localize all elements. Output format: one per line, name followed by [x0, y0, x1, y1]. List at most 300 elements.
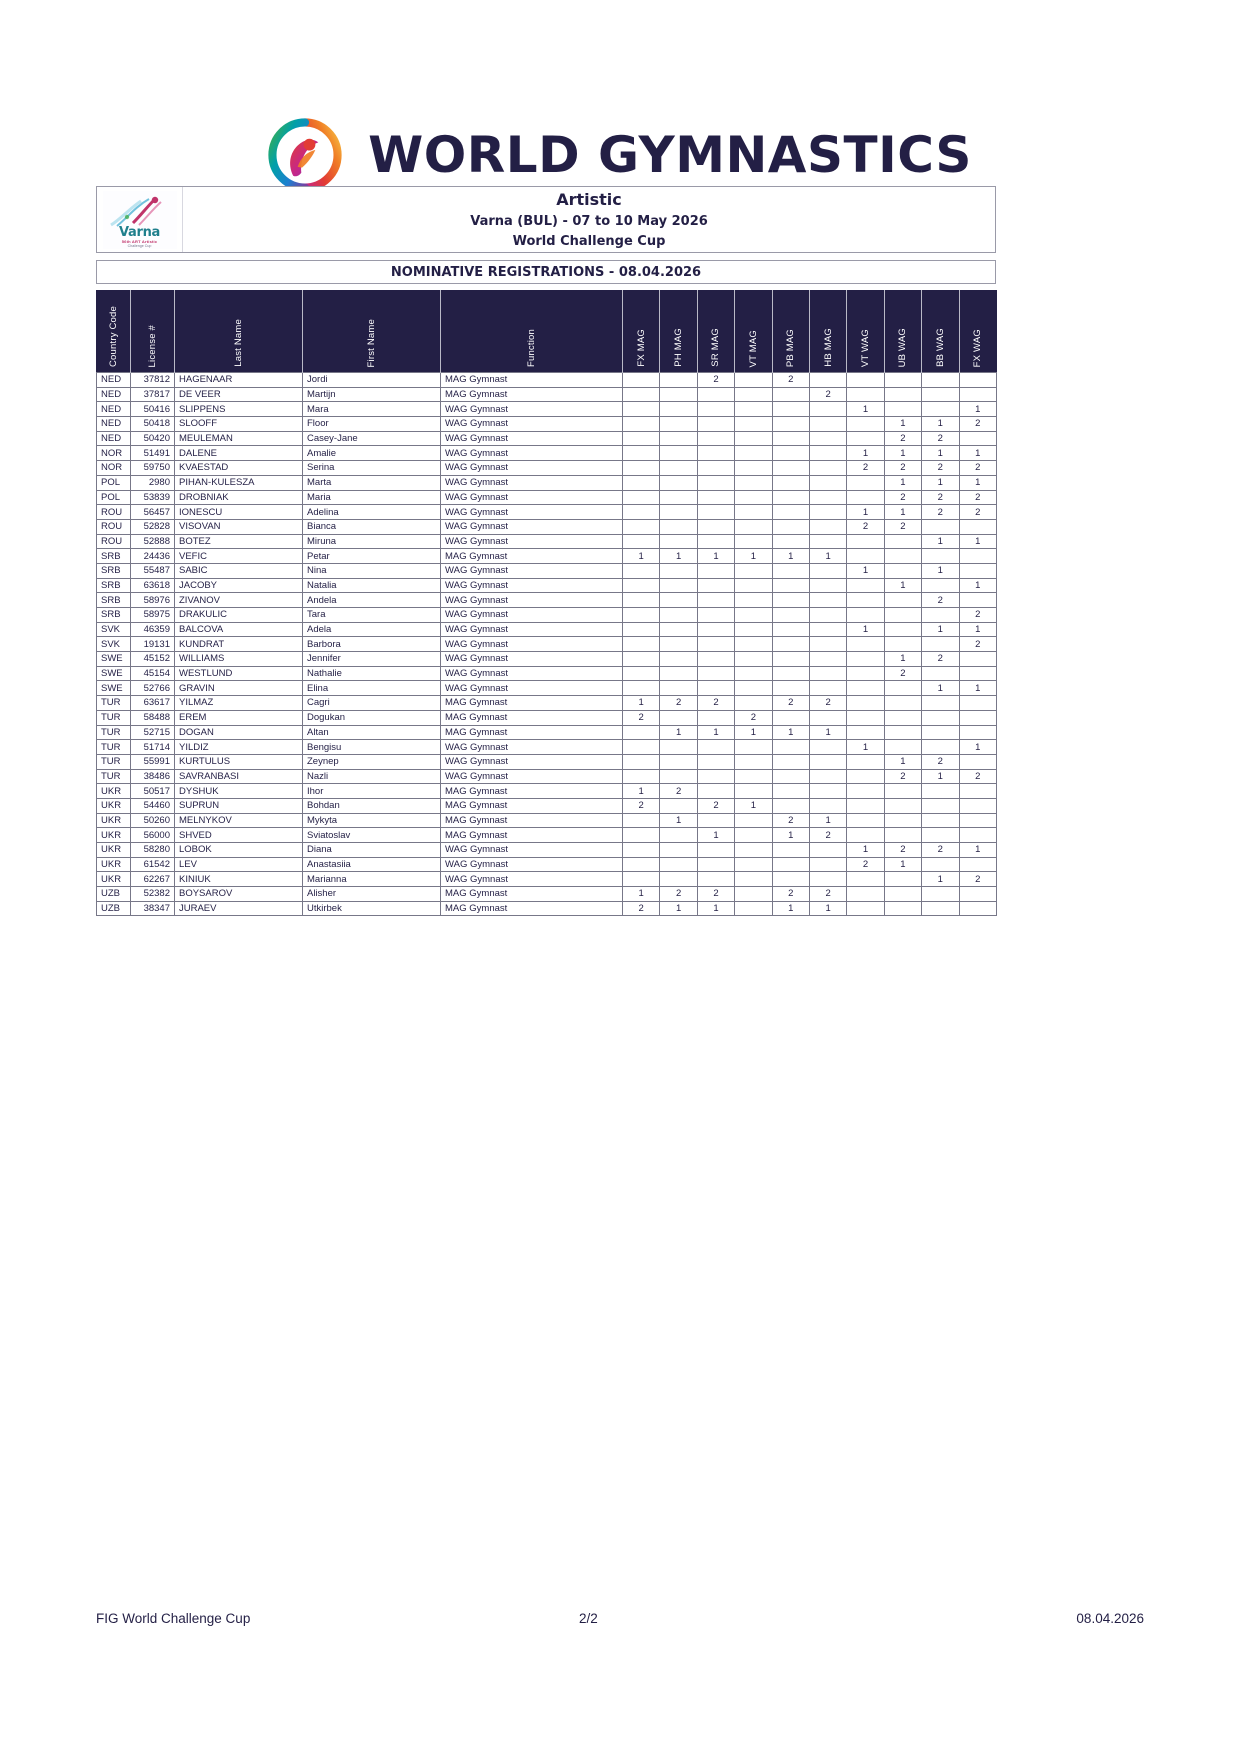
cell-fx-wag — [959, 725, 996, 740]
cell-vt-wag — [847, 887, 884, 902]
table-row — [97, 490, 997, 505]
cell-vt-mag — [735, 681, 772, 696]
cell-vt-wag: 1 — [847, 622, 884, 637]
cell-ub-wag — [884, 373, 921, 388]
cell-bb-wag: 1 — [922, 681, 959, 696]
cell-last-name: DE VEER — [175, 387, 303, 402]
cell-vt-mag: 1 — [735, 798, 772, 813]
cell-pb-mag — [772, 446, 809, 461]
cell-vt-wag — [847, 578, 884, 593]
cell-fx-mag — [623, 666, 660, 681]
cell-vt-wag — [847, 387, 884, 402]
cell-last-name: IONESCU — [175, 505, 303, 520]
cell-vt-mag — [735, 519, 772, 534]
cell-license: 2980 — [131, 475, 175, 490]
cell-sr-mag — [697, 578, 734, 593]
cell-vt-wag — [847, 431, 884, 446]
cell-hb-mag — [809, 563, 846, 578]
cell-vt-mag — [735, 490, 772, 505]
cell-ph-mag: 2 — [660, 784, 697, 799]
cell-license: 19131 — [131, 637, 175, 652]
cell-first-name: Adela — [303, 622, 441, 637]
cell-pb-mag: 2 — [772, 813, 809, 828]
cell-hb-mag — [809, 798, 846, 813]
cell-ub-wag: 2 — [884, 490, 921, 505]
cell-first-name: Nazli — [303, 769, 441, 784]
cell-last-name: DRAKULIC — [175, 608, 303, 623]
cell-function: WAG Gymnast — [441, 431, 623, 446]
table-row — [97, 857, 997, 872]
cell-ph-mag: 2 — [660, 887, 697, 902]
cell-sr-mag: 1 — [697, 828, 734, 843]
cell-vt-wag — [847, 696, 884, 711]
cell-license: 55991 — [131, 754, 175, 769]
cell-pb-mag — [772, 622, 809, 637]
cell-first-name: Bengisu — [303, 740, 441, 755]
cell-ub-wag: 1 — [884, 417, 921, 432]
table-row — [97, 813, 997, 828]
cell-ph-mag — [660, 461, 697, 476]
varna-logo-sub2: Challenge Cup — [127, 243, 152, 248]
cell-pb-mag: 2 — [772, 373, 809, 388]
cell-fx-mag — [623, 593, 660, 608]
cell-hb-mag: 2 — [809, 696, 846, 711]
cell-vt-mag — [735, 843, 772, 858]
column-header-fx-mag — [623, 291, 660, 373]
cell-vt-mag — [735, 563, 772, 578]
cell-bb-wag: 2 — [922, 461, 959, 476]
cell-last-name: DYSHUK — [175, 784, 303, 799]
cell-vt-mag: 1 — [735, 725, 772, 740]
cell-hb-mag — [809, 608, 846, 623]
cell-ub-wag: 2 — [884, 431, 921, 446]
cell-ph-mag: 1 — [660, 549, 697, 564]
cell-function: WAG Gymnast — [441, 857, 623, 872]
cell-last-name: KINIUK — [175, 872, 303, 887]
column-header-bb-wag — [922, 291, 959, 373]
cell-function: WAG Gymnast — [441, 652, 623, 667]
cell-sr-mag — [697, 402, 734, 417]
cell-vt-wag — [847, 813, 884, 828]
cell-hb-mag: 1 — [809, 725, 846, 740]
cell-vt-mag — [735, 461, 772, 476]
cell-vt-wag — [847, 608, 884, 623]
cell-fx-mag — [623, 813, 660, 828]
cell-fx-mag — [623, 402, 660, 417]
cell-fx-mag — [623, 373, 660, 388]
cell-first-name: Adelina — [303, 505, 441, 520]
cell-hb-mag — [809, 534, 846, 549]
varna-logo-name: Varna — [118, 224, 161, 240]
cell-sr-mag — [697, 563, 734, 578]
cell-pb-mag — [772, 387, 809, 402]
cell-vt-mag — [735, 622, 772, 637]
column-header-sr-mag — [697, 291, 734, 373]
table-row — [97, 417, 997, 432]
cell-vt-wag — [847, 417, 884, 432]
cell-last-name: MELNYKOV — [175, 813, 303, 828]
cell-last-name: SAVRANBASI — [175, 769, 303, 784]
cell-country-code: TUR — [97, 740, 131, 755]
cell-last-name: EREM — [175, 710, 303, 725]
cell-first-name: Utkirbek — [303, 901, 441, 916]
cell-vt-mag — [735, 696, 772, 711]
cell-fx-mag — [623, 622, 660, 637]
cell-country-code: TUR — [97, 710, 131, 725]
cell-bb-wag: 2 — [922, 431, 959, 446]
cell-function: WAG Gymnast — [441, 402, 623, 417]
table-row — [97, 769, 997, 784]
cell-function: WAG Gymnast — [441, 578, 623, 593]
table-header — [97, 291, 997, 373]
table-row — [97, 387, 997, 402]
cell-vt-mag — [735, 740, 772, 755]
column-header-vt-mag — [735, 291, 772, 373]
cell-vt-wag — [847, 475, 884, 490]
cell-last-name: JACOBY — [175, 578, 303, 593]
cell-pb-mag: 2 — [772, 696, 809, 711]
cell-function: WAG Gymnast — [441, 740, 623, 755]
cell-country-code: NED — [97, 373, 131, 388]
cell-first-name: Nina — [303, 563, 441, 578]
cell-function: MAG Gymnast — [441, 549, 623, 564]
cell-hb-mag — [809, 754, 846, 769]
cell-country-code: SRB — [97, 608, 131, 623]
cell-fx-wag: 1 — [959, 740, 996, 755]
column-header-country-code — [97, 291, 131, 373]
cell-vt-wag — [847, 710, 884, 725]
cell-bb-wag — [922, 387, 959, 402]
cell-vt-wag: 2 — [847, 461, 884, 476]
cell-first-name: Elina — [303, 681, 441, 696]
cell-sr-mag — [697, 681, 734, 696]
cell-pb-mag — [772, 519, 809, 534]
cell-ub-wag — [884, 637, 921, 652]
cell-vt-mag — [735, 872, 772, 887]
cell-country-code: SWE — [97, 681, 131, 696]
cell-vt-wag — [847, 872, 884, 887]
cell-first-name: Mykyta — [303, 813, 441, 828]
cell-vt-mag — [735, 666, 772, 681]
cell-license: 58975 — [131, 608, 175, 623]
column-header-fx-wag — [959, 291, 996, 373]
cell-fx-wag — [959, 798, 996, 813]
table-row — [97, 475, 997, 490]
cell-vt-wag: 2 — [847, 519, 884, 534]
cell-first-name: Barbora — [303, 637, 441, 652]
cell-fx-wag — [959, 549, 996, 564]
cell-ub-wag: 1 — [884, 446, 921, 461]
cell-fx-wag — [959, 593, 996, 608]
cell-sr-mag — [697, 519, 734, 534]
cell-sr-mag — [697, 754, 734, 769]
cell-first-name: Zeynep — [303, 754, 441, 769]
cell-fx-wag: 1 — [959, 402, 996, 417]
cell-ph-mag — [660, 534, 697, 549]
cell-ph-mag — [660, 681, 697, 696]
cell-country-code: SVK — [97, 622, 131, 637]
cell-hb-mag: 2 — [809, 387, 846, 402]
cell-vt-mag — [735, 637, 772, 652]
cell-last-name: HAGENAAR — [175, 373, 303, 388]
column-label-country-code: Country Code — [108, 305, 119, 367]
cell-vt-mag — [735, 417, 772, 432]
cell-fx-wag — [959, 431, 996, 446]
cell-country-code: UKR — [97, 828, 131, 843]
cell-fx-mag — [623, 754, 660, 769]
cell-fx-wag — [959, 373, 996, 388]
event-venue-dates: Varna (BUL) - 07 to 10 May 2026 — [470, 214, 708, 229]
cell-sr-mag: 1 — [697, 725, 734, 740]
cell-function: WAG Gymnast — [441, 622, 623, 637]
world-gymnastics-logo-icon — [268, 118, 342, 192]
cell-ub-wag — [884, 534, 921, 549]
cell-country-code: NED — [97, 387, 131, 402]
cell-pb-mag — [772, 857, 809, 872]
table-row — [97, 373, 997, 388]
cell-fx-wag — [959, 901, 996, 916]
column-label-license: License # — [147, 324, 158, 367]
table-row — [97, 696, 997, 711]
cell-fx-wag: 2 — [959, 637, 996, 652]
cell-function: MAG Gymnast — [441, 696, 623, 711]
cell-license: 50260 — [131, 813, 175, 828]
event-text-block — [183, 187, 995, 252]
cell-country-code: ROU — [97, 534, 131, 549]
cell-ph-mag: 1 — [660, 901, 697, 916]
event-header-box — [96, 186, 996, 253]
column-header-ph-mag — [660, 291, 697, 373]
cell-first-name: Serina — [303, 461, 441, 476]
cell-vt-wag — [847, 901, 884, 916]
cell-bb-wag — [922, 666, 959, 681]
cell-function: WAG Gymnast — [441, 446, 623, 461]
cell-fx-wag — [959, 387, 996, 402]
table-row — [97, 593, 997, 608]
table-row — [97, 725, 997, 740]
cell-vt-wag — [847, 593, 884, 608]
cell-last-name: KURTULUS — [175, 754, 303, 769]
nominative-registrations-table — [96, 290, 997, 916]
table-row — [97, 461, 997, 476]
cell-sr-mag — [697, 475, 734, 490]
cell-bb-wag — [922, 519, 959, 534]
table-row — [97, 872, 997, 887]
cell-fx-mag — [623, 681, 660, 696]
cell-ph-mag — [660, 710, 697, 725]
cell-function: MAG Gymnast — [441, 901, 623, 916]
cell-fx-wag — [959, 828, 996, 843]
cell-last-name: YILDIZ — [175, 740, 303, 755]
column-label-sr-mag: SR MAG — [710, 328, 722, 367]
column-header-vt-wag — [847, 291, 884, 373]
cell-bb-wag: 1 — [922, 446, 959, 461]
cell-fx-mag: 2 — [623, 710, 660, 725]
cell-bb-wag — [922, 710, 959, 725]
cell-first-name: Dogukan — [303, 710, 441, 725]
cell-ph-mag — [660, 578, 697, 593]
cell-ub-wag — [884, 813, 921, 828]
cell-last-name: KUNDRAT — [175, 637, 303, 652]
cell-first-name: Marta — [303, 475, 441, 490]
cell-license: 56457 — [131, 505, 175, 520]
cell-bb-wag — [922, 725, 959, 740]
cell-fx-wag: 1 — [959, 578, 996, 593]
cell-last-name: PIHAN-KULESZA — [175, 475, 303, 490]
cell-fx-wag: 1 — [959, 843, 996, 858]
cell-fx-mag — [623, 725, 660, 740]
cell-last-name: SUPRUN — [175, 798, 303, 813]
cell-first-name: Alisher — [303, 887, 441, 902]
cell-country-code: UZB — [97, 901, 131, 916]
cell-ph-mag: 2 — [660, 696, 697, 711]
varna-logo-sub: 56th ART Artistic — [121, 238, 158, 244]
cell-function: WAG Gymnast — [441, 534, 623, 549]
table-row — [97, 887, 997, 902]
cell-ub-wag — [884, 784, 921, 799]
cell-vt-mag — [735, 578, 772, 593]
cell-fx-wag — [959, 563, 996, 578]
cell-hb-mag — [809, 740, 846, 755]
cell-country-code: UZB — [97, 887, 131, 902]
cell-fx-mag — [623, 475, 660, 490]
cell-license: 45152 — [131, 652, 175, 667]
cell-fx-wag: 2 — [959, 608, 996, 623]
cell-country-code: NOR — [97, 446, 131, 461]
cell-ub-wag — [884, 608, 921, 623]
cell-last-name: YILMAZ — [175, 696, 303, 711]
cell-ph-mag — [660, 857, 697, 872]
cell-vt-mag — [735, 402, 772, 417]
cell-first-name: Maria — [303, 490, 441, 505]
cell-license: 58280 — [131, 843, 175, 858]
cell-country-code: NOR — [97, 461, 131, 476]
column-label-vt-mag: VT MAG — [747, 329, 759, 367]
cell-bb-wag: 1 — [922, 563, 959, 578]
cell-fx-wag: 1 — [959, 622, 996, 637]
cell-license: 37812 — [131, 373, 175, 388]
cell-sr-mag — [697, 843, 734, 858]
cell-ub-wag: 2 — [884, 666, 921, 681]
cell-country-code: SRB — [97, 549, 131, 564]
cell-pb-mag — [772, 872, 809, 887]
cell-license: 50416 — [131, 402, 175, 417]
cell-sr-mag: 2 — [697, 887, 734, 902]
cell-function: WAG Gymnast — [441, 681, 623, 696]
table-row — [97, 784, 997, 799]
cell-ub-wag: 1 — [884, 857, 921, 872]
cell-function: WAG Gymnast — [441, 843, 623, 858]
cell-bb-wag: 1 — [922, 769, 959, 784]
cell-bb-wag: 1 — [922, 622, 959, 637]
cell-ph-mag — [660, 740, 697, 755]
cell-license: 52766 — [131, 681, 175, 696]
cell-pb-mag: 1 — [772, 549, 809, 564]
cell-sr-mag: 2 — [697, 373, 734, 388]
cell-country-code: TUR — [97, 769, 131, 784]
cell-first-name: Miruna — [303, 534, 441, 549]
cell-license: 56000 — [131, 828, 175, 843]
cell-vt-mag — [735, 652, 772, 667]
cell-fx-wag — [959, 652, 996, 667]
cell-pb-mag — [772, 784, 809, 799]
cell-country-code: TUR — [97, 725, 131, 740]
cell-sr-mag — [697, 387, 734, 402]
cell-pb-mag — [772, 769, 809, 784]
cell-ph-mag — [660, 373, 697, 388]
cell-last-name: WESTLUND — [175, 666, 303, 681]
cell-vt-mag — [735, 754, 772, 769]
cell-function: WAG Gymnast — [441, 872, 623, 887]
cell-function: WAG Gymnast — [441, 666, 623, 681]
cell-vt-mag — [735, 608, 772, 623]
cell-ph-mag — [660, 622, 697, 637]
table-row — [97, 637, 997, 652]
cell-vt-mag — [735, 373, 772, 388]
cell-sr-mag — [697, 593, 734, 608]
cell-license: 61542 — [131, 857, 175, 872]
cell-first-name: Floor — [303, 417, 441, 432]
cell-fx-wag — [959, 887, 996, 902]
table-header-row — [97, 291, 997, 373]
cell-ub-wag — [884, 725, 921, 740]
cell-license: 52828 — [131, 519, 175, 534]
cell-hb-mag — [809, 681, 846, 696]
cell-ub-wag — [884, 696, 921, 711]
cell-function: WAG Gymnast — [441, 563, 623, 578]
cell-ub-wag — [884, 798, 921, 813]
column-header-pb-mag — [772, 291, 809, 373]
cell-country-code: SWE — [97, 652, 131, 667]
cell-pb-mag — [772, 843, 809, 858]
event-logo-cell — [97, 187, 183, 252]
cell-pb-mag — [772, 710, 809, 725]
cell-vt-wag: 1 — [847, 563, 884, 578]
cell-license: 24436 — [131, 549, 175, 564]
cell-license: 54460 — [131, 798, 175, 813]
cell-fx-mag — [623, 578, 660, 593]
cell-hb-mag: 2 — [809, 887, 846, 902]
cell-ph-mag — [660, 872, 697, 887]
cell-first-name: Diana — [303, 843, 441, 858]
cell-ub-wag — [884, 549, 921, 564]
cell-ph-mag: 1 — [660, 725, 697, 740]
cell-vt-wag — [847, 666, 884, 681]
cell-sr-mag — [697, 622, 734, 637]
cell-vt-mag — [735, 387, 772, 402]
cell-last-name: VEFIC — [175, 549, 303, 564]
cell-country-code: UKR — [97, 798, 131, 813]
cell-fx-mag — [623, 740, 660, 755]
varna-event-logo-icon — [103, 191, 177, 249]
cell-pb-mag: 2 — [772, 887, 809, 902]
cell-hb-mag — [809, 593, 846, 608]
cell-hb-mag — [809, 417, 846, 432]
cell-fx-wag: 2 — [959, 505, 996, 520]
cell-hb-mag: 1 — [809, 813, 846, 828]
cell-first-name: Tara — [303, 608, 441, 623]
cell-country-code: UKR — [97, 857, 131, 872]
cell-hb-mag — [809, 461, 846, 476]
column-label-pb-mag: PB MAG — [785, 328, 797, 367]
table-row — [97, 519, 997, 534]
cell-ub-wag — [884, 622, 921, 637]
cell-last-name: DROBNIAK — [175, 490, 303, 505]
cell-hb-mag — [809, 475, 846, 490]
cell-fx-mag: 2 — [623, 901, 660, 916]
column-label-ub-wag: UB WAG — [897, 327, 909, 367]
column-label-vt-wag: VT WAG — [860, 328, 872, 367]
